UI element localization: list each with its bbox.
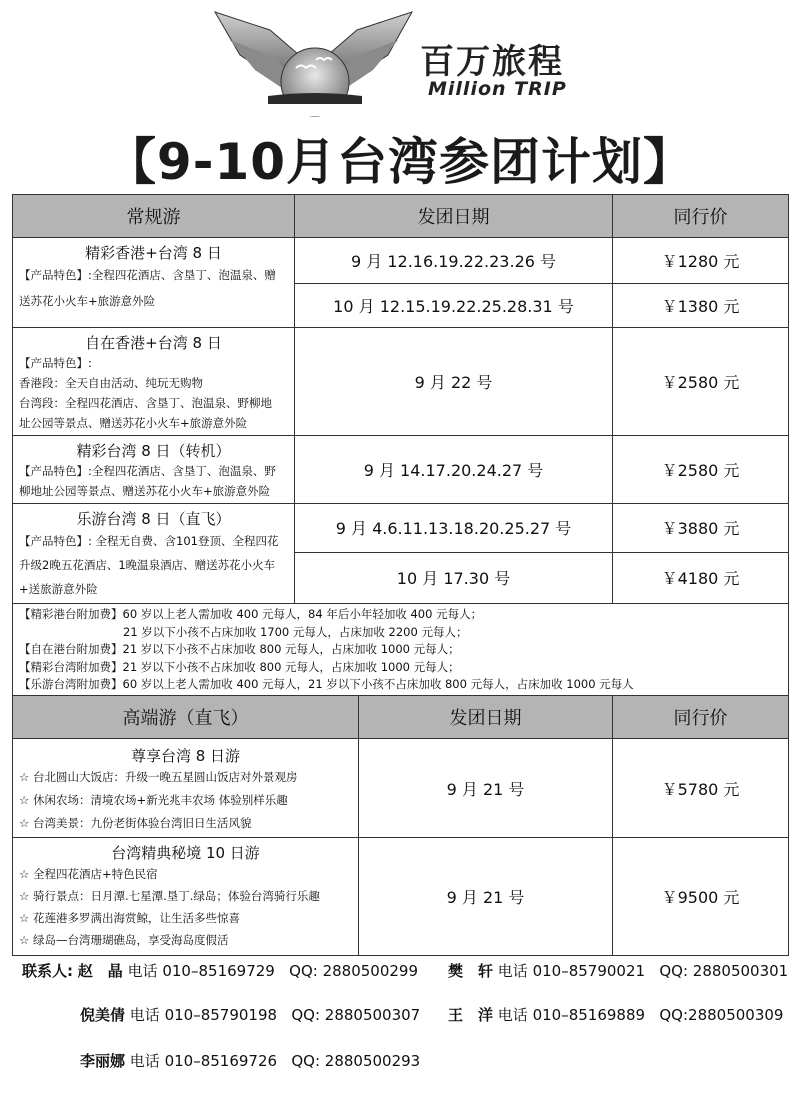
tour-feature-line: 址公园等景点、赠送苏花小火车+旅游意外险 — [19, 416, 248, 430]
contact-qq: QQ:2880500309 — [659, 1006, 784, 1024]
tour-feature-line: 【产品特色】:全程四花酒店、含垦丁、泡温泉、赠 — [19, 268, 276, 282]
table-row — [13, 838, 789, 956]
tour-name: 乐游台湾 8 日（直飞） — [76, 510, 231, 528]
brand-name-cn: 百万旅程 — [420, 42, 564, 82]
page-title: 【9-10月台湾参团计划】 — [105, 133, 695, 191]
header-tour-type: 高端游（直飞） — [13, 696, 359, 739]
surcharge-line: 【乐游台湾附加费】60 岁以上老人需加收 400 元每人，21 岁以下小孩不占床加收 800 元每人，占床加收 1000 元每人 — [19, 677, 634, 691]
tour-price: ￥1280 元 — [613, 238, 789, 284]
tour-price: ￥3880 元 — [613, 504, 789, 553]
surcharge-notes — [13, 604, 789, 697]
tour-feature-line: 香港段：全天自由活动、纯玩无购物 — [19, 376, 203, 390]
tour-cell — [13, 436, 295, 504]
table-row — [13, 328, 789, 436]
tour-feature-line: 【产品特色】:全程四花酒店、含垦丁、泡温泉、野 — [19, 464, 276, 478]
contact-name: 倪美倩 — [80, 1006, 126, 1024]
surcharge-line: 【精彩港台附加费】60 岁以上老人需加收 400 元每人，84 年后小年轻加收 400 元每人； — [19, 607, 483, 621]
tour-price: ￥4180 元 — [613, 552, 789, 603]
contact-entry — [80, 1050, 420, 1071]
contact-entry — [80, 1004, 420, 1025]
departure-date: 9 月 4.6.11.13.18.20.25.27 号 — [295, 504, 613, 553]
tour-feature-line: +送旅游意外险 — [19, 582, 98, 596]
table-header-row — [13, 696, 789, 739]
table-row — [13, 504, 789, 553]
table-header-row — [13, 195, 789, 238]
header-departure-date: 发团日期 — [295, 195, 613, 238]
departure-date: 9 月 22 号 — [295, 328, 613, 436]
contact-phone: 电话 010–85169726 — [129, 1052, 278, 1070]
departure-date: 9 月 21 号 — [359, 838, 613, 956]
contact-name: 王 洋 — [448, 1006, 494, 1024]
winged-sun-logo-icon — [0, 0, 800, 120]
tour-name: 自在香港+台湾 8 日 — [85, 334, 222, 352]
tour-cell — [13, 504, 295, 604]
tour-feature-line: 【产品特色】: — [19, 356, 92, 370]
tour-feature-line: 送苏花小火车+旅游意外险 — [19, 294, 156, 308]
tour-cell — [13, 238, 295, 328]
contact-name: 李丽娜 — [80, 1052, 126, 1070]
contact-entry — [448, 960, 788, 981]
table-row — [13, 436, 789, 504]
tour-feature-line: ☆ 休闲农场：清境农场+新光兆丰农场 体验别样乐趣 — [19, 793, 288, 807]
contact-name: 樊 轩 — [448, 962, 494, 980]
header-departure-date: 发团日期 — [359, 696, 613, 739]
tour-feature-line: ☆ 全程四花酒店+特色民宿 — [19, 867, 158, 881]
brand-name-en: Million TRIP — [428, 78, 567, 100]
contact-entry — [448, 1004, 783, 1025]
departure-date: 9 月 12.16.19.22.23.26 号 — [295, 238, 613, 284]
tour-feature-line: ☆ 台北圆山大饭店：升级一晚五星圆山饭店对外景观房 — [19, 770, 298, 784]
tour-feature-line: 【产品特色】: 全程无自费、含101登顶、全程四花 — [19, 534, 279, 548]
contact-qq: QQ: 2880500293 — [291, 1052, 421, 1070]
tour-name: 精彩台湾 8 日（转机） — [76, 442, 231, 460]
tour-cell — [13, 328, 295, 436]
contact-qq: QQ: 2880500299 — [289, 962, 419, 980]
tour-feature-line: ☆ 骑行景点：日月潭.七星潭.垦丁.绿岛；体验台湾骑行乐趣 — [19, 889, 320, 903]
contact-entry — [22, 960, 418, 981]
tour-price: ￥2580 元 — [613, 328, 789, 436]
tour-feature-line: ☆ 花莲港多罗满出海赏鲸，让生活多些惊喜 — [19, 911, 240, 925]
departure-date: 9 月 21 号 — [359, 739, 613, 838]
tour-feature-line: ☆ 绿岛—台湾珊瑚礁岛，享受海岛度假活 — [19, 933, 229, 947]
contact-phone: 电话 010–85790198 — [129, 1006, 278, 1024]
tour-cell — [13, 838, 359, 956]
tour-cell — [13, 739, 359, 838]
surcharge-line: 21 岁以下小孩不占床加收 1700 元每人，占床加收 2200 元每人； — [123, 624, 468, 639]
contact-name: 赵 晶 — [77, 962, 123, 980]
contact-qq: QQ: 2880500307 — [291, 1006, 421, 1024]
header-price: 同行价 — [613, 195, 789, 238]
table-row — [13, 238, 789, 284]
contact-phone: 电话 010–85790021 — [497, 962, 646, 980]
contact-phone: 电话 010–85169889 — [497, 1006, 646, 1024]
tour-name: 尊享台湾 8 日游 — [130, 747, 241, 765]
tour-feature-line: 柳地址公园等景点、赠送苏花小火车+旅游意外险 — [19, 484, 271, 498]
surcharge-row — [13, 604, 789, 697]
contact-phone: 电话 010–85169729 — [127, 962, 275, 980]
departure-date: 10 月 12.15.19.22.25.28.31 号 — [295, 284, 613, 328]
departure-date: 9 月 14.17.20.24.27 号 — [295, 436, 613, 504]
brand-logo — [0, 0, 800, 120]
contact-qq: QQ: 2880500301 — [659, 962, 789, 980]
tour-feature-line: 升级2晚五花酒店、1晚温泉酒店、赠送苏花小火车 — [19, 558, 276, 572]
tour-name: 精彩香港+台湾 8 日 — [85, 244, 222, 262]
tour-feature-line: ☆ 台湾美景：九份老街体验台湾旧日生活风貌 — [19, 816, 252, 830]
tour-feature-line: 台湾段：全程四花酒店、含垦丁、泡温泉、野柳地 — [19, 396, 272, 410]
tour-price: ￥1380 元 — [613, 284, 789, 328]
surcharge-line: 【自在港台附加费】21 岁以下小孩不占床加收 800 元每人，占床加收 1000 元每人； — [19, 642, 460, 656]
header-tour-type: 常规游 — [13, 195, 295, 238]
header-price: 同行价 — [613, 696, 789, 739]
table-row — [13, 739, 789, 838]
tour-price: ￥5780 元 — [613, 739, 789, 838]
tour-name: 台湾精典秘境 10 日游 — [111, 844, 260, 862]
contacts-label: 联系人: — [22, 962, 73, 980]
surcharge-line: 【精彩台湾附加费】21 岁以下小孩不占床加收 800 元每人，占床加收 1000 元每人； — [19, 659, 460, 674]
tour-price: ￥9500 元 — [613, 838, 789, 956]
departure-date: 10 月 17.30 号 — [295, 552, 613, 603]
tour-price: ￥2580 元 — [613, 436, 789, 504]
premium-tours-table — [12, 695, 789, 956]
regular-tours-table — [12, 194, 789, 697]
